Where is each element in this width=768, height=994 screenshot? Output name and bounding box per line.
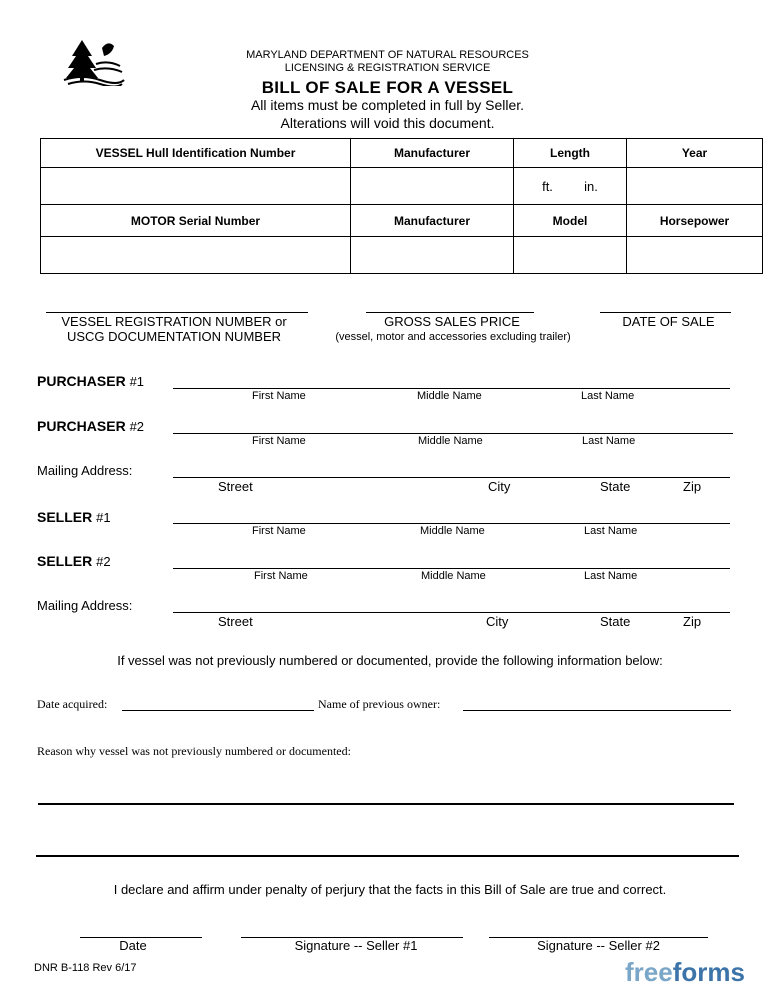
purchaser-2-number: #2 xyxy=(129,419,145,434)
seller-mailing-address-label: Mailing Address: xyxy=(37,598,133,613)
purchaser-2-label xyxy=(37,418,144,434)
purchaser-2-middle-name-caption: Middle Name xyxy=(418,435,483,447)
year-header: Year xyxy=(627,139,763,168)
instructions-line-2: Alterations will void this document. xyxy=(280,115,495,131)
purchaser-2-first-name-caption: First Name xyxy=(252,435,306,447)
seller-2-last-name-caption: Last Name xyxy=(584,570,638,582)
seller-2-label xyxy=(37,553,111,569)
gross-sales-price-label: GROSS SALES PRICE xyxy=(384,314,520,329)
purchaser-street-caption: Street xyxy=(218,479,253,494)
gross-sales-price-field[interactable] xyxy=(366,312,534,313)
declaration-date-label: Date xyxy=(119,938,147,953)
freeforms-watermark xyxy=(625,957,745,988)
hull-id-header: VESSEL Hull Identification Number xyxy=(41,139,351,168)
perjury-declaration: I declare and affirm under penalty of perjury that the facts in this Bill of Sale are true and correct. xyxy=(113,882,667,897)
purchaser-1-last-name-caption: Last Name xyxy=(581,390,635,402)
reason-label: Reason why vessel was not previously numbered or documented: xyxy=(37,744,351,758)
date-of-sale-label: DATE OF SALE xyxy=(622,314,715,329)
seller-street-caption: Street xyxy=(218,614,253,629)
purchaser-city-caption: City xyxy=(488,479,511,494)
seller-city-caption: City xyxy=(486,614,509,629)
vessel-manufacturer-field[interactable] xyxy=(351,168,514,205)
registration-number-field[interactable] xyxy=(46,312,308,313)
vessel-manufacturer-header: Manufacturer xyxy=(351,139,514,168)
length-header: Length xyxy=(514,139,627,168)
reason-field-line-1[interactable] xyxy=(38,803,734,805)
motor-serial-header: MOTOR Serial Number xyxy=(41,205,351,237)
seller-2-middle-name-caption: Middle Name xyxy=(421,570,486,582)
gross-sales-price-note: (vessel, motor and accessories excluding trailer) xyxy=(335,331,571,343)
brand-part-2: forms xyxy=(672,957,745,987)
seller-1-middle-name-caption: Middle Name xyxy=(420,525,485,537)
purchaser-2-last-name-caption: Last Name xyxy=(582,435,636,447)
seller-mailing-address-field[interactable] xyxy=(173,612,730,613)
date-acquired-field[interactable] xyxy=(122,710,314,711)
dnr-logo xyxy=(62,38,126,86)
seller-1-number: #1 xyxy=(96,510,111,525)
purchaser-1-label xyxy=(37,373,144,389)
hull-id-field[interactable] xyxy=(41,168,351,205)
seller-zip-caption: Zip xyxy=(683,614,702,629)
horsepower-field[interactable] xyxy=(627,237,763,274)
purchaser-2-name-field[interactable] xyxy=(173,433,733,434)
purchaser-mailing-address-label: Mailing Address: xyxy=(37,463,133,478)
seller-1-signature-label: Signature -- Seller #1 xyxy=(294,938,418,953)
previous-info-intro: If vessel was not previously numbered or documented, provide the following information below: xyxy=(117,653,663,668)
seller-2-number: #2 xyxy=(96,554,111,569)
service-name: LICENSING & REGISTRATION SERVICE xyxy=(284,62,491,74)
seller-2-title: SELLER xyxy=(37,553,93,569)
vessel-motor-table xyxy=(40,138,763,274)
seller-state-caption: State xyxy=(600,614,631,629)
purchaser-1-title: PURCHASER xyxy=(37,373,126,389)
previous-owner-field[interactable] xyxy=(463,710,731,711)
purchaser-mailing-address-field[interactable] xyxy=(173,477,730,478)
length-ft-unit: ft. xyxy=(542,178,553,194)
seller-2-signature-label: Signature -- Seller #2 xyxy=(537,938,660,953)
purchaser-1-number: #1 xyxy=(129,374,145,389)
purchaser-1-middle-name-caption: Middle Name xyxy=(417,390,482,402)
model-field[interactable] xyxy=(514,237,627,274)
seller-1-name-field[interactable] xyxy=(173,523,730,524)
purchaser-state-caption: State xyxy=(600,479,631,494)
year-field[interactable] xyxy=(627,168,763,205)
form-title: BILL OF SALE FOR A VESSEL xyxy=(261,78,514,97)
motor-manufacturer-field[interactable] xyxy=(351,237,514,274)
seller-1-label xyxy=(37,509,111,525)
purchaser-2-title: PURCHASER xyxy=(37,418,126,434)
horsepower-header: Horsepower xyxy=(627,205,763,237)
purchaser-zip-caption: Zip xyxy=(683,479,702,494)
registration-label-1: VESSEL REGISTRATION NUMBER or xyxy=(61,314,287,329)
registration-label-2: USCG DOCUMENTATION NUMBER xyxy=(66,329,282,344)
brand-part-1: free xyxy=(625,957,673,987)
seller-1-title: SELLER xyxy=(37,509,93,525)
seller-2-name-field[interactable] xyxy=(173,568,730,569)
length-in-unit: in. xyxy=(584,178,598,194)
date-of-sale-field[interactable] xyxy=(600,312,731,313)
seller-2-first-name-caption: First Name xyxy=(254,570,308,582)
model-header: Model xyxy=(514,205,627,237)
purchaser-1-name-field[interactable] xyxy=(173,388,730,389)
reason-field-line-2[interactable] xyxy=(36,855,739,857)
purchaser-1-first-name-caption: First Name xyxy=(252,390,306,402)
agency-name: MARYLAND DEPARTMENT OF NATURAL RESOURCES xyxy=(246,49,529,61)
previous-owner-label: Name of previous owner: xyxy=(318,697,441,711)
seller-1-first-name-caption: First Name xyxy=(252,525,306,537)
seller-1-last-name-caption: Last Name xyxy=(584,525,638,537)
date-acquired-label: Date acquired: xyxy=(37,697,108,711)
form-id: DNR B-118 Rev 6/17 xyxy=(34,962,137,974)
motor-manufacturer-header: Manufacturer xyxy=(351,205,514,237)
length-field[interactable] xyxy=(514,168,627,205)
instructions-line-1: All items must be completed in full by Seller. xyxy=(250,97,525,113)
motor-serial-field[interactable] xyxy=(41,237,351,274)
